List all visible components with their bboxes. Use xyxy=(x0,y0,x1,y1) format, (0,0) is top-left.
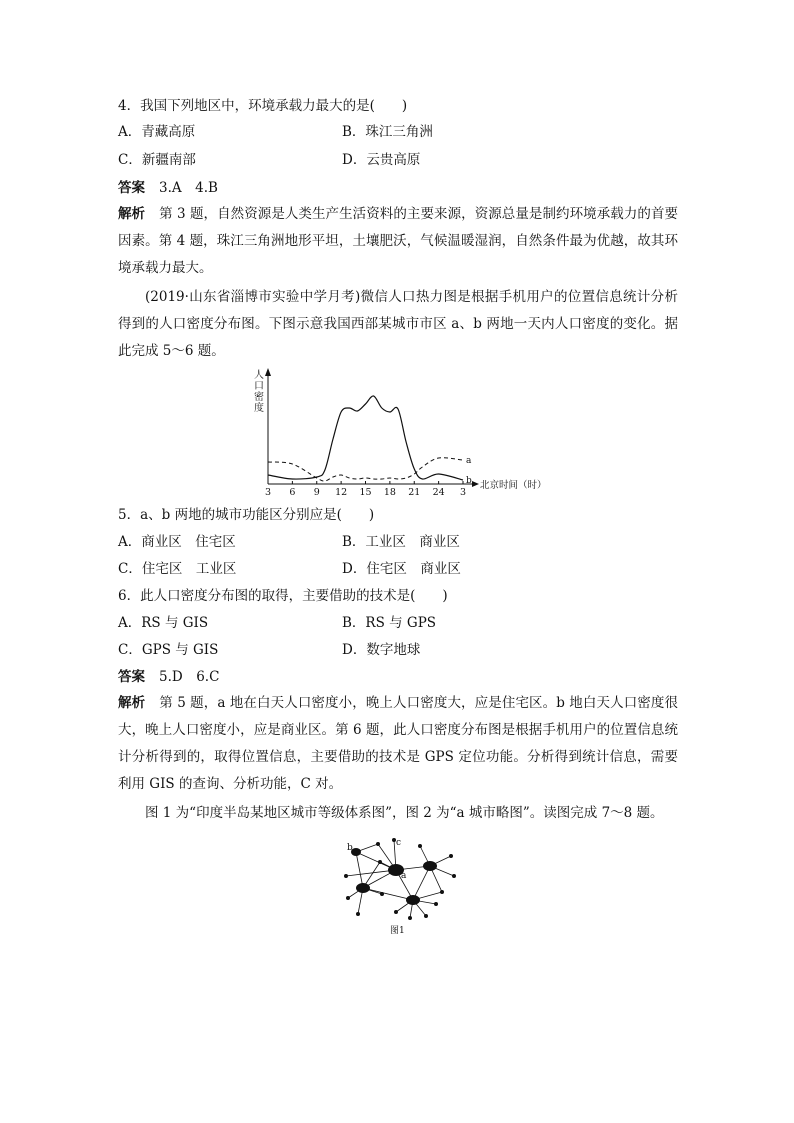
q4-option-c: C．新疆南部 xyxy=(118,152,196,168)
answer-line-2 xyxy=(118,667,219,687)
y-axis-arrow xyxy=(265,368,271,376)
analysis-1 xyxy=(118,201,678,282)
analysis-label: 解析 xyxy=(118,206,146,222)
q6-option-c: C．GPS 与 GIS xyxy=(118,642,219,658)
q5-option-a: A．商业区 住宅区 xyxy=(118,534,236,550)
x-tick-label: 24 xyxy=(432,487,445,498)
city-label-c: c xyxy=(396,838,402,848)
answer-text: 3.A 4.B xyxy=(159,180,218,196)
intro-5-6: (2019·山东省淄博市实验中学月考)微信人口热力图是根据手机用户的位置信息统计分析得到的人口密度分布图。下图示意我国西部某城市市区 a、b 两地一天内人口密度的变化。据此完成 5～6 题。 xyxy=(118,289,678,359)
x-tick-label: 12 xyxy=(335,487,348,498)
analysis-label: 解析 xyxy=(118,695,146,711)
q6-option-d: D．数字地球 xyxy=(342,642,421,658)
q6-option-b: B．RS 与 GPS xyxy=(342,615,437,631)
x-tick-label: 15 xyxy=(359,487,372,498)
answer-text: 5.D 6.C xyxy=(159,669,220,685)
figure-caption: 图1 xyxy=(390,926,405,936)
city-label-a: a xyxy=(401,871,407,881)
x-axis-label: 北京时间（时） xyxy=(480,480,547,491)
x-tick-label: 9 xyxy=(313,487,320,498)
analysis-2 xyxy=(118,690,678,798)
analysis-text: 第 3 题，自然资源是人类生产生活资料的主要来源，资源总量是制约环境承载力的首要因素。第 4 题，珠江三角洲地形平坦，土壤肥沃，气候温暖湿润，自然条件最为优越，故其环境承载力最大。 xyxy=(118,206,679,276)
answer-line-1 xyxy=(118,178,218,198)
network-links xyxy=(346,840,454,918)
q6-option-a: A．RS 与 GIS xyxy=(118,615,209,631)
x-tick-label: 21 xyxy=(408,487,421,498)
city-node-major xyxy=(406,895,420,905)
q4-option-d: D．云贵高原 xyxy=(342,152,421,168)
city-label-b: b xyxy=(347,843,353,853)
q5-option-d: D．住宅区 商业区 xyxy=(342,561,461,577)
city-hierarchy-figure xyxy=(338,836,468,936)
q6-stem: 6．此人口密度分布图的取得，主要借助的技术是( ) xyxy=(118,588,448,604)
analysis-text: 第 5 题，a 地在白天人口密度小，晚上人口密度大，应是住宅区。b 地白天人口密度很大，晚上人口密度小，应是商业区。第 6 题，此人口密度分布图是根据手机用户的位置信息统计分析得到的，取得位置信息，主要借助的技术是 GPS 定位功能。分析得到统计信息，需要利用 GIS 的查询、分析功能，C 对。 xyxy=(118,695,678,792)
x-tick-label: 3 xyxy=(264,487,272,498)
x-tick-label: 3 xyxy=(459,487,467,498)
x-tick-label: 18 xyxy=(383,487,396,498)
x-tick-label: 6 xyxy=(289,487,296,498)
answer-label: 答案 xyxy=(118,669,145,685)
q4-option-a: A．青藏高原 xyxy=(118,124,196,140)
intro-7-8: 图 1 为“印度半岛某地区城市等级体系图”，图 2 为“a 城市略图”。读图完成 7～8 题。 xyxy=(145,805,664,821)
series-a-label: a xyxy=(466,456,472,466)
series-a-line xyxy=(268,458,463,481)
x-axis-arrow xyxy=(472,481,479,487)
q5-option-b: B．工业区 商业区 xyxy=(342,534,460,550)
city-node-major xyxy=(356,883,370,893)
city-node-major xyxy=(423,861,437,871)
q5-stem: 5．a、b 两地的城市功能区分别应是( ) xyxy=(118,507,375,523)
y-axis-label xyxy=(254,368,264,414)
series-b-line xyxy=(268,396,463,480)
svg-text:人口密度: 人口密度 xyxy=(254,370,264,414)
population-density-chart xyxy=(250,366,550,501)
q4-option-b: B．珠江三角洲 xyxy=(342,124,433,140)
series-b-label: b xyxy=(466,476,472,486)
q5-option-c: C．住宅区 工业区 xyxy=(118,561,237,577)
q4-stem: 4．我国下列地区中，环境承载力最大的是( ) xyxy=(118,98,408,114)
answer-label: 答案 xyxy=(118,180,145,196)
